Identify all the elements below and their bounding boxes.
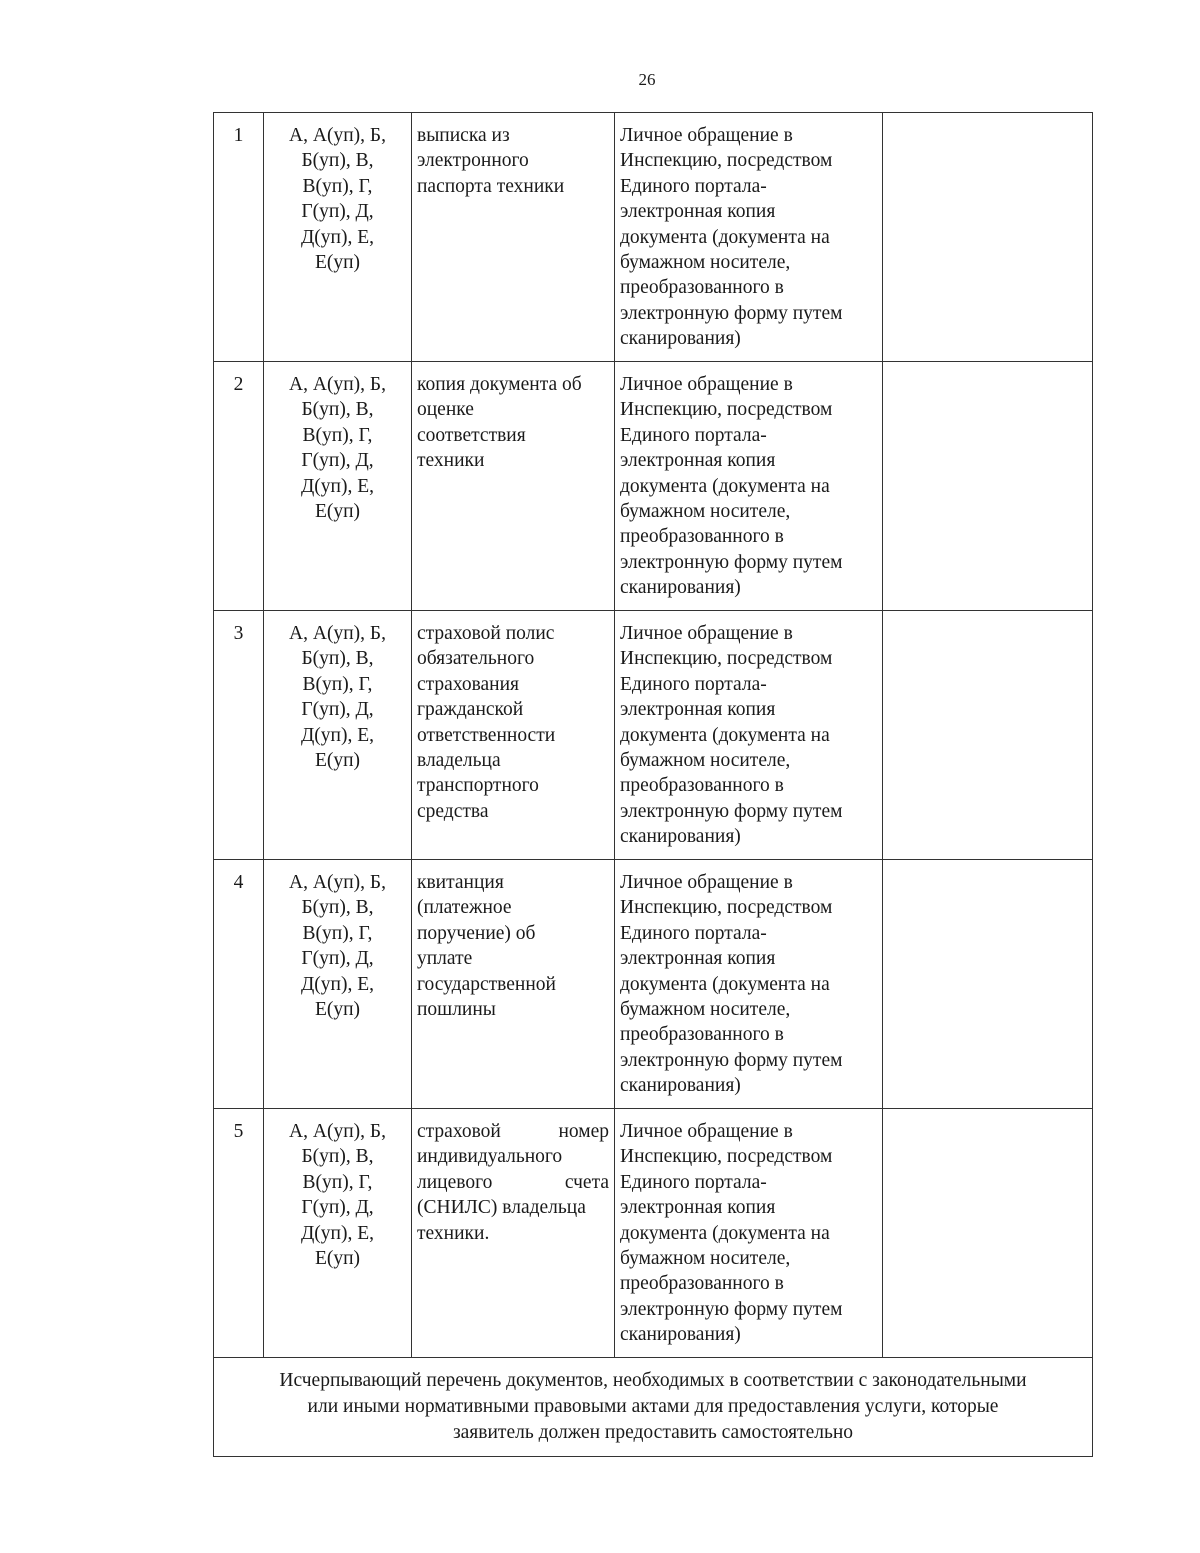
category-line: Е(уп)	[314, 999, 361, 1021]
category-line: Г(уп), Д,	[301, 201, 374, 223]
method-line: преобразованного в	[620, 1024, 784, 1046]
category-line: В(уп), Г,	[302, 673, 373, 695]
category-line: Е(уп)	[314, 252, 361, 274]
document-cell	[412, 860, 615, 1109]
document-word: номер	[558, 1121, 609, 1142]
method-line: сканирования)	[620, 826, 741, 848]
method-line: бумажном носителе,	[620, 1248, 791, 1270]
method-line: документа (документа на	[620, 475, 830, 497]
document-cell	[412, 113, 615, 362]
document-line: государственной	[417, 973, 556, 995]
submission-method-cell	[615, 1109, 883, 1358]
submission-method-cell	[615, 362, 883, 611]
document-line: техники.	[417, 1222, 490, 1244]
table-row	[214, 611, 1093, 860]
method-line: Инспекцию, посредством	[620, 1146, 833, 1168]
method-line: сканирования)	[620, 328, 741, 350]
document-line: транспортного	[417, 775, 539, 797]
category-line: Е(уп)	[314, 501, 361, 523]
category-line: Д(уп), Е,	[300, 475, 374, 497]
category-line: Б(уп), В,	[301, 897, 374, 919]
table-row	[214, 860, 1093, 1109]
row-number: 4	[233, 872, 244, 893]
document-line: техники	[417, 450, 485, 472]
category-line: Б(уп), В,	[301, 399, 374, 421]
empty-cell	[883, 1109, 1093, 1358]
document-line: копия документа об	[417, 374, 582, 395]
document-line: квитанция	[417, 872, 504, 893]
row-number-cell	[214, 113, 264, 362]
section-heading-line: Исчерпывающий перечень документов, необходимых в соответствии с законодательными	[279, 1370, 1027, 1391]
table-row	[214, 1109, 1093, 1358]
category-line: Д(уп), Е,	[300, 973, 374, 995]
method-line: электронная копия	[620, 1197, 776, 1219]
category-line: Б(уп), В,	[301, 1146, 374, 1168]
document-line: соответствия	[417, 424, 526, 446]
document-line: выписка из	[417, 125, 510, 146]
document-line: страховой полис	[417, 623, 555, 644]
method-line: документа (документа на	[620, 226, 830, 248]
page-number: 26	[638, 70, 656, 89]
row-number: 3	[233, 623, 244, 644]
document-word: лицевого	[417, 1171, 493, 1193]
method-line: преобразованного в	[620, 775, 784, 797]
document-line: паспорта техники	[417, 175, 565, 197]
method-line: Личное обращение в	[620, 1121, 793, 1142]
categories-cell	[264, 611, 412, 860]
categories-cell	[264, 860, 412, 1109]
method-line: Единого портала-	[620, 673, 767, 695]
document-line: электронного	[417, 150, 529, 172]
document-line: уплате	[417, 948, 473, 970]
method-line: документа (документа на	[620, 973, 830, 995]
category-line: Г(уп), Д,	[301, 1197, 374, 1219]
category-line: Д(уп), Е,	[300, 226, 374, 248]
method-line: электронная копия	[620, 201, 776, 223]
row-number-cell	[214, 860, 264, 1109]
method-line: преобразованного в	[620, 1273, 784, 1295]
document-line: страхования	[417, 673, 520, 695]
method-line: бумажном носителе,	[620, 750, 791, 772]
table-row	[214, 362, 1093, 611]
footer-row	[214, 1358, 1093, 1457]
method-line: документа (документа на	[620, 1222, 830, 1244]
document-line: обязательного	[417, 648, 535, 670]
method-line: Инспекцию, посредством	[620, 150, 833, 172]
category-line: Д(уп), Е,	[300, 1222, 374, 1244]
document-line: поручение) об	[417, 922, 536, 944]
method-line: Инспекцию, посредством	[620, 648, 833, 670]
category-line: А, А(уп), Б,	[289, 1121, 386, 1142]
document-word: страховой	[417, 1121, 501, 1142]
category-line: В(уп), Г,	[302, 922, 373, 944]
row-number: 1	[233, 125, 244, 146]
category-line: Г(уп), Д,	[301, 699, 374, 721]
method-line: Инспекцию, посредством	[620, 897, 833, 919]
row-number-cell	[214, 362, 264, 611]
section-heading-cell	[214, 1358, 1093, 1457]
category-line: Г(уп), Д,	[301, 948, 374, 970]
method-line: Инспекцию, посредством	[620, 399, 833, 421]
document-line	[417, 1119, 609, 1144]
document-line	[417, 1144, 609, 1169]
document-line: владельца	[417, 750, 501, 772]
method-line: бумажном носителе,	[620, 999, 791, 1021]
submission-method-cell	[615, 860, 883, 1109]
row-number-cell	[214, 1109, 264, 1358]
method-line: электронная копия	[620, 948, 776, 970]
method-line: электронную форму путем	[620, 302, 843, 324]
category-line: А, А(уп), Б,	[289, 374, 386, 395]
method-line: преобразованного в	[620, 526, 784, 548]
document-word: индивидуального	[417, 1146, 563, 1168]
method-line: документа (документа на	[620, 724, 830, 746]
method-line: Единого портала-	[620, 175, 767, 197]
category-line: В(уп), Г,	[302, 175, 373, 197]
method-line: Единого портала-	[620, 1171, 767, 1193]
method-line: Личное обращение в	[620, 374, 793, 395]
method-line: электронную форму путем	[620, 1298, 843, 1320]
submission-method-cell	[615, 611, 883, 860]
documents-table	[213, 112, 1093, 1457]
document-line	[417, 1170, 609, 1195]
empty-cell	[883, 860, 1093, 1109]
method-line: электронную форму путем	[620, 800, 843, 822]
document-line: оценке	[417, 399, 474, 421]
empty-cell	[883, 113, 1093, 362]
row-number: 5	[233, 1121, 244, 1142]
empty-cell	[883, 362, 1093, 611]
method-line: сканирования)	[620, 577, 741, 599]
method-line: сканирования)	[620, 1075, 741, 1097]
category-line: В(уп), Г,	[302, 424, 373, 446]
document-word: счета	[564, 1171, 609, 1193]
category-line: Е(уп)	[314, 1248, 361, 1270]
category-line: А, А(уп), Б,	[289, 623, 386, 644]
method-line: электронная копия	[620, 450, 776, 472]
document-line: гражданской	[417, 699, 524, 721]
category-line: В(уп), Г,	[302, 1171, 373, 1193]
row-number-cell	[214, 611, 264, 860]
categories-cell	[264, 113, 412, 362]
method-line: Личное обращение в	[620, 623, 793, 644]
method-line: сканирования)	[620, 1324, 741, 1346]
categories-cell	[264, 1109, 412, 1358]
method-line: электронная копия	[620, 699, 776, 721]
method-line: Личное обращение в	[620, 872, 793, 893]
category-line: Б(уп), В,	[301, 648, 374, 670]
category-line: Б(уп), В,	[301, 150, 374, 172]
row-number: 2	[233, 374, 244, 395]
document-line: ответственности	[417, 724, 556, 746]
section-heading-line: заявитель должен предоставить самостоятельно	[452, 1422, 854, 1443]
section-heading-line: или иными нормативными правовыми актами для предоставления услуги, которые	[307, 1396, 999, 1417]
document-line: пошлины	[417, 999, 496, 1021]
method-line: бумажном носителе,	[620, 252, 791, 274]
table-row	[214, 113, 1093, 362]
category-line: А, А(уп), Б,	[289, 872, 386, 893]
method-line: бумажном носителе,	[620, 501, 791, 523]
table-body	[214, 113, 1093, 1457]
category-line: Д(уп), Е,	[300, 724, 374, 746]
method-line: электронную форму путем	[620, 551, 843, 573]
categories-cell	[264, 362, 412, 611]
submission-method-cell	[615, 113, 883, 362]
method-line: электронную форму путем	[620, 1049, 843, 1071]
category-line: Е(уп)	[314, 750, 361, 772]
method-line: преобразованного в	[620, 277, 784, 299]
method-line: Единого портала-	[620, 424, 767, 446]
document-line: средства	[417, 800, 489, 822]
document-cell	[412, 611, 615, 860]
document-cell	[412, 362, 615, 611]
document-line: (платежное	[417, 897, 512, 919]
empty-cell	[883, 611, 1093, 860]
category-line: А, А(уп), Б,	[289, 125, 386, 146]
category-line: Г(уп), Д,	[301, 450, 374, 472]
document-line: (СНИЛС) владельца	[417, 1197, 586, 1219]
method-line: Единого портала-	[620, 922, 767, 944]
method-line: Личное обращение в	[620, 125, 793, 146]
document-cell	[412, 1109, 615, 1358]
